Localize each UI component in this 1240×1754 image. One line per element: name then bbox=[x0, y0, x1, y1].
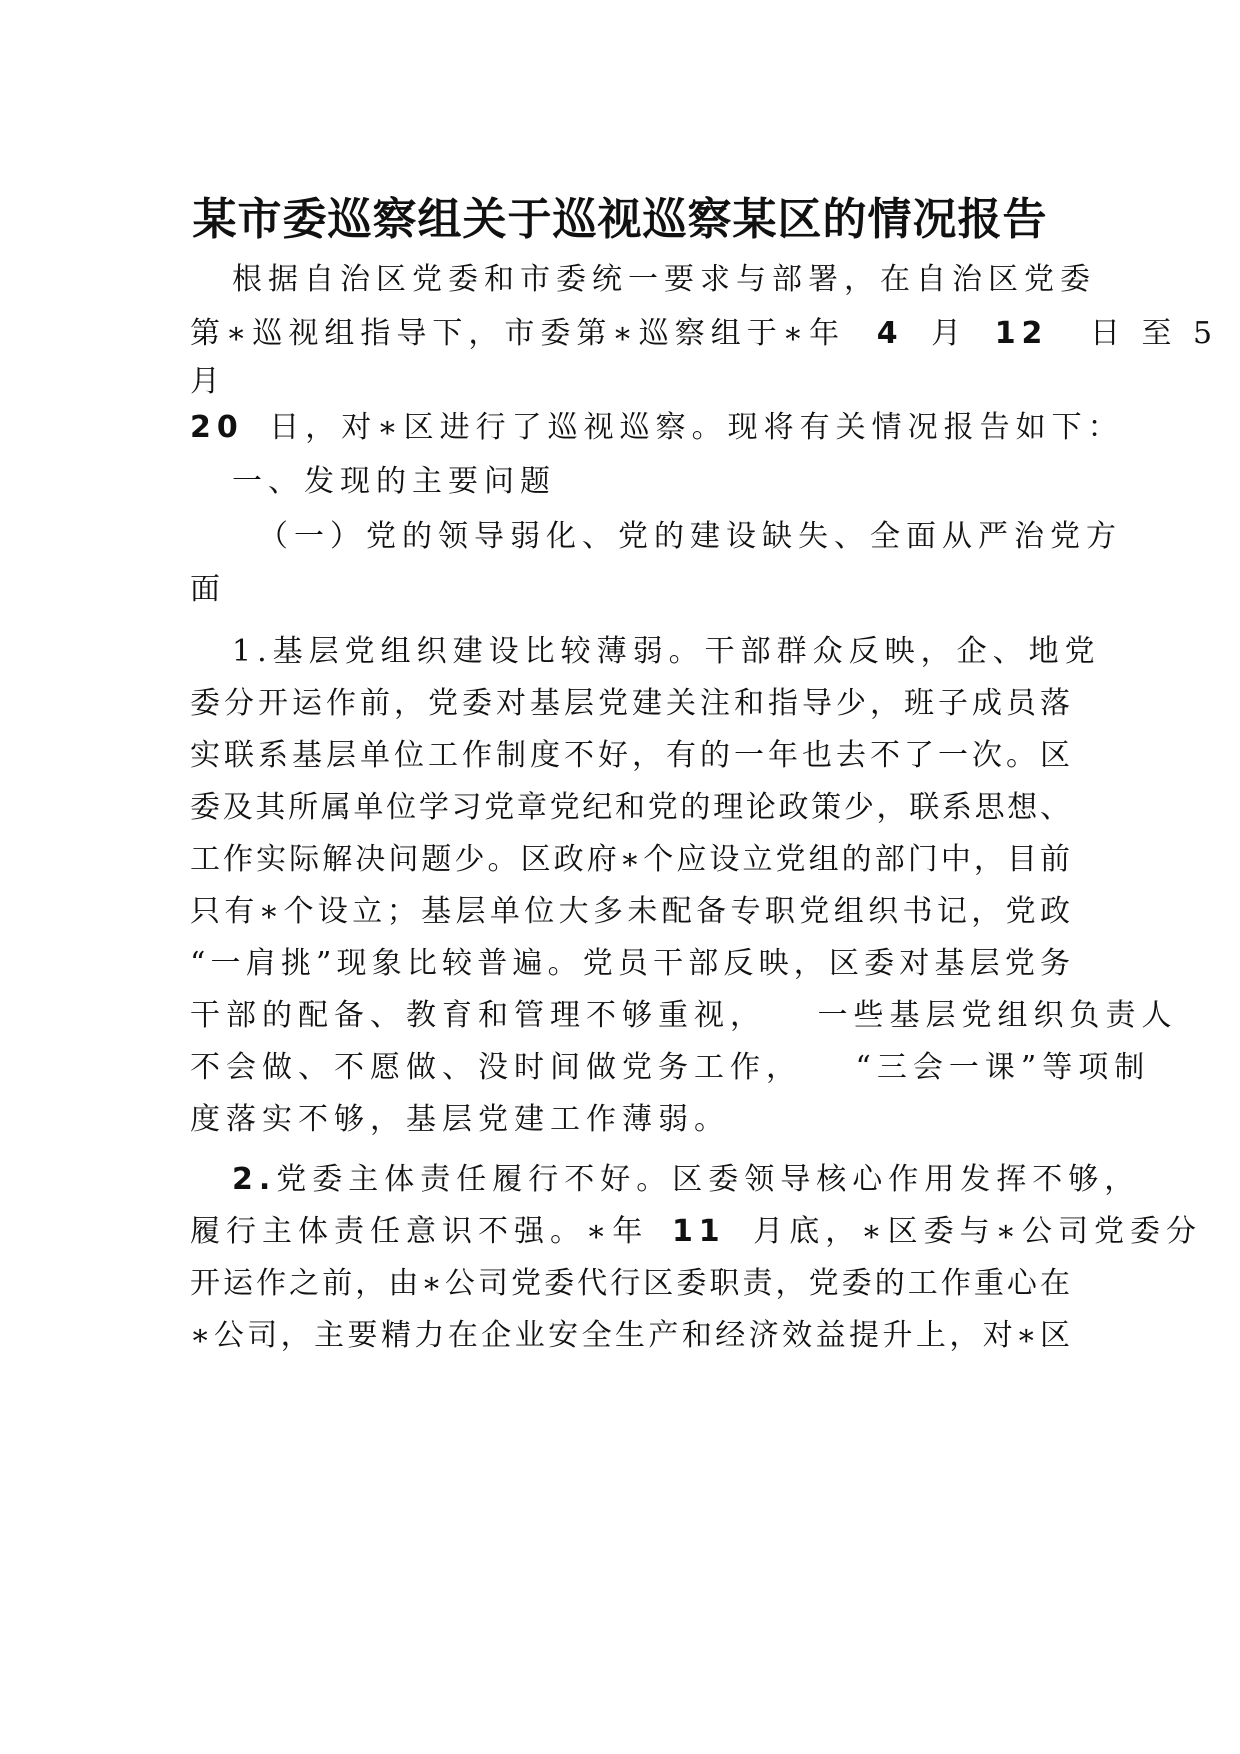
text-line bbox=[190, 406, 1124, 450]
text-line: 根据自治区党委和市委统一要求与部署，在自治区党委 bbox=[232, 262, 1096, 297]
text-segment: 11 bbox=[671, 1214, 726, 1249]
text-segment: 干部的配备、教育和管理不够重视， bbox=[190, 998, 766, 1033]
text-line: 度落实不够，基层党建工作薄弱。 bbox=[190, 1102, 730, 1137]
text-segment: 不会做、不愿做、没时间做党务工作， bbox=[190, 1050, 802, 1085]
text-line: 实联系基层单位工作制度不好，有的一年也去不了一次。区 bbox=[190, 738, 1070, 773]
text-line: 委及其所属单位学习党章党纪和党的理论政策少，联系思想、 bbox=[190, 790, 1070, 825]
text-line bbox=[190, 312, 1218, 356]
text-line: ∗公司，主要精力在企业安全生产和经济效益提升上，对∗区 bbox=[190, 1318, 1070, 1353]
text-line: 只有∗个设立；基层单位大多未配备专职党组织书记，党政 bbox=[190, 894, 1070, 929]
text-segment: 一些基层党组织负责人 bbox=[817, 998, 1178, 1033]
text-segment: 20 bbox=[190, 410, 244, 445]
text-line: 工作实际解决问题少。区政府∗个应设立党组的部门中，目前 bbox=[190, 842, 1070, 877]
text-line: 开运作之前，由∗公司党委代行区委职责，党委的工作重心在 bbox=[190, 1266, 1070, 1301]
text-segment: 党委主体责任履行不好。区委领导核心作用发挥不够， bbox=[276, 1162, 1141, 1197]
section-heading: 一、发现的主要问题 bbox=[232, 464, 556, 499]
text-segment: 第∗巡视组指导下，市委第∗巡察组于∗年 bbox=[190, 316, 846, 351]
text-line: “一肩挑”现象比较普遍。党员干部反映，区委对基层党务 bbox=[190, 946, 1070, 981]
text-segment: 月底，∗区委与∗公司党委分 bbox=[753, 1214, 1203, 1249]
subsection-heading: （一）党的领导弱化、党的建设缺失、全面从严治党方 bbox=[258, 519, 1122, 554]
text-segment: 2. bbox=[232, 1162, 277, 1197]
text-segment: “三会一课”等项制 bbox=[855, 1050, 1151, 1085]
text-segment: 履行主体责任意识不强。∗年 bbox=[190, 1214, 649, 1249]
subsection-heading-continued: 面 bbox=[190, 572, 226, 607]
text-line: 1.基层党组织建设比较薄弱。干部群众反映，企、地党 bbox=[232, 634, 1101, 669]
text-segment: 日，对∗区进行了巡视巡察。现将有关情况报告如下： bbox=[269, 410, 1124, 445]
text-segment: 4 bbox=[876, 316, 904, 351]
text-segment: 月 bbox=[931, 316, 968, 351]
text-line bbox=[190, 994, 1178, 1038]
text-line: 委分开运作前，党委对基层党建关注和指导少，班子成员落 bbox=[190, 686, 1070, 721]
text-segment: 日 至 5 bbox=[1089, 316, 1219, 351]
text-segment: 12 bbox=[994, 316, 1049, 351]
text-line bbox=[190, 1046, 1150, 1090]
text-line: 月 bbox=[190, 364, 226, 399]
text-line bbox=[190, 1210, 1202, 1254]
text-line bbox=[232, 1158, 1140, 1202]
document-title: 某市委巡察组关于巡视巡察某区的情况报告 bbox=[192, 194, 1048, 245]
